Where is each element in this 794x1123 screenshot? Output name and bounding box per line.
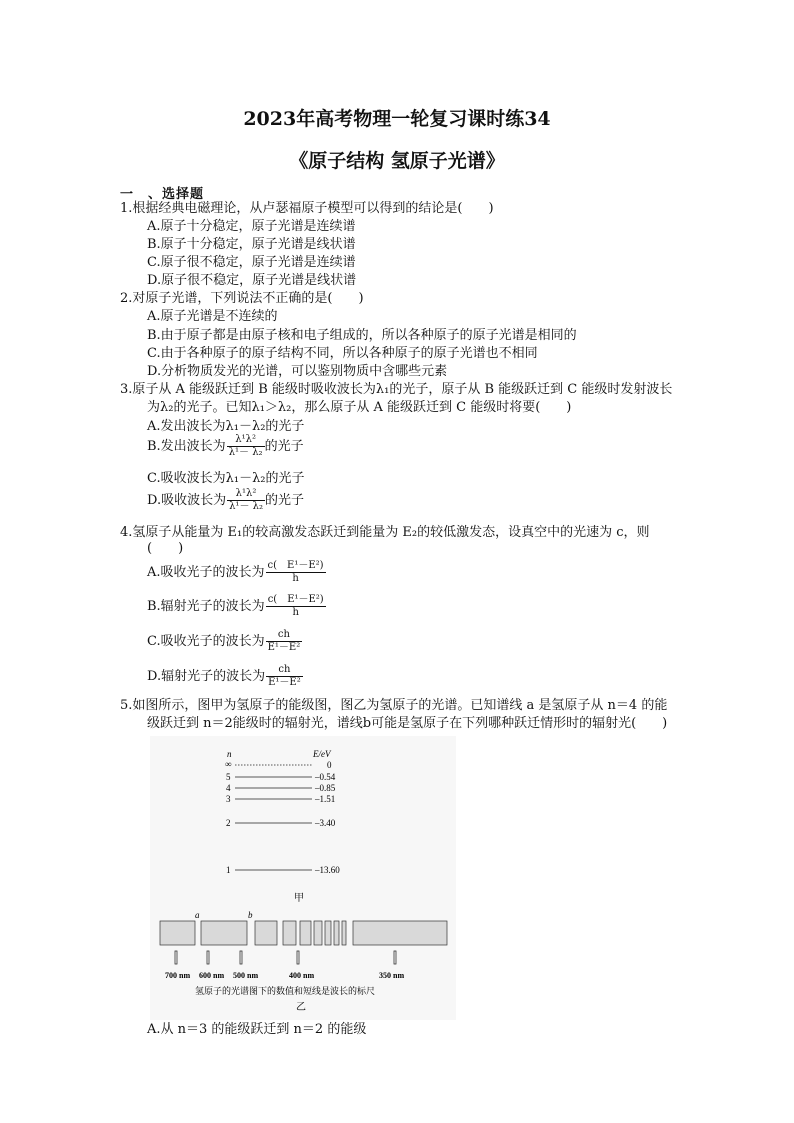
question-4-option-a-prefix: A.吸收光子的波长为: [147, 565, 265, 580]
fraction-denominator: E¹－E²: [267, 642, 301, 653]
spectrum-bands: [160, 921, 447, 945]
energy-axis-label: E/eV: [313, 749, 331, 759]
spectrum-band: [353, 921, 447, 945]
level-n-infinity: ∞: [225, 759, 232, 769]
hydrogen-figure: [150, 736, 456, 1020]
fraction-numerator: c( E¹－E²): [267, 560, 324, 571]
level-e-1: –13.60: [315, 865, 340, 875]
fraction-denominator: λ¹－ λ₂: [229, 501, 263, 512]
wavelength-label: 700 nm: [165, 971, 191, 980]
spectral-line-a-label: a: [195, 910, 200, 920]
spectrum-caption: 氢原子的光谱图下的数值和短线是波长的标尺: [195, 986, 376, 996]
question-2-option-a: A.原子光谱是不连续的: [147, 309, 278, 324]
fraction-denominator: E¹－E²: [268, 677, 301, 688]
fraction-denominator: λ¹－ λ₂: [228, 447, 263, 458]
fraction: [227, 434, 265, 459]
fraction: [266, 629, 303, 654]
level-e-5: –0.54: [315, 772, 336, 782]
figure-label-jia: 甲: [294, 893, 304, 904]
fraction: [266, 594, 326, 619]
n-axis-label: n: [227, 749, 232, 759]
question-4-option-b-prefix: B.辐射光子的波长为: [147, 599, 265, 614]
question-4-option-b: [147, 594, 326, 619]
question-1-option-d: D.原子很不稳定，原子光谱是线状谱: [147, 273, 357, 288]
question-5-stem-line-1: 5.如图所示，图甲为氢原子的能级图，图乙为氢原子的光谱。已知谱线 a 是氢原子从 n＝4 的能: [120, 698, 668, 713]
spectrum-band: [300, 921, 311, 945]
question-3-option-b: [147, 434, 304, 459]
question-1-option-b: B.原子十分稳定，原子光谱是线状谱: [147, 237, 356, 252]
question-5-option-a: A.从 n＝3 的能级跃迁到 n＝2 的能级: [147, 1022, 367, 1037]
wavelength-label: 400 nm: [289, 971, 315, 980]
fraction-numerator: ch: [266, 664, 303, 677]
question-3-option-d-prefix: D.吸收波长为: [147, 493, 227, 508]
question-2-option-d: D.分析物质发光的光谱，可以鉴别物质中含哪些元素: [147, 364, 448, 379]
level-n-1: 1: [226, 865, 231, 875]
question-4-option-c-prefix: C.吸收光子的波长为: [147, 634, 265, 649]
level-n-2: 2: [226, 818, 231, 828]
page-title: 2023年高考物理一轮复习课时练34: [243, 108, 551, 130]
wavelength-label: 500 nm: [233, 971, 259, 980]
tick-400nm: [297, 951, 299, 964]
fraction: [227, 488, 265, 513]
level-n-4: 4: [226, 783, 231, 793]
question-1-stem: 1.根据经典电磁理论，从卢瑟福原子模型可以得到的结论是( ): [120, 201, 494, 216]
question-3-option-c: C.吸收波长为λ₁－λ₂的光子: [147, 471, 305, 486]
fraction: [266, 560, 326, 585]
level-n-3: 3: [226, 794, 231, 804]
question-1-option-a: A.原子十分稳定，原子光谱是连续谱: [147, 219, 356, 234]
question-2-option-b: B.由于原子都是由原子核和电子组成的，所以各种原子的原子光谱是相同的: [147, 328, 577, 343]
spectrum-band: [255, 921, 277, 945]
question-3-stem-line-2: 为λ₂的光子。已知λ₁＞λ₂，那么原子从 A 能级跃迁到 C 能级时将要( ): [147, 400, 572, 415]
level-e-4: –0.85: [315, 783, 336, 793]
fraction-numerator: c( E¹－E²): [267, 594, 324, 605]
question-3-option-b-suffix: 的光子: [264, 439, 304, 454]
tick-500nm: [240, 951, 242, 964]
question-4-option-a: [147, 560, 326, 585]
spectral-line-b-label: b: [248, 910, 253, 920]
spectrum-band: [342, 921, 346, 945]
spectrum-band: [325, 921, 331, 945]
level-e-2: –3.40: [315, 818, 336, 828]
question-4-option-c: [147, 629, 302, 654]
question-3-stem-line-1: 3.原子从 A 能级跃迁到 B 能级时吸收波长为λ₁的光子，原子从 B 能级跃迁到 C 能级时发射波长: [120, 382, 673, 397]
tick-600nm: [207, 951, 209, 964]
question-3-option-a: A.发出波长为λ₁－λ₂的光子: [147, 419, 305, 434]
question-2-option-c: C.由于各种原子的原子结构不同，所以各种原子的原子光谱也不相同: [147, 346, 538, 361]
question-2-stem: 2.对原子光谱，下列说法不正确的是( ): [120, 291, 364, 306]
spectrum-band: [334, 921, 339, 945]
question-3-option-d: [147, 488, 304, 513]
question-5-stem-line-2: 级跃迁到 n＝2能级时的辐射光，谱线b可能是氢原子在下列哪种跃迁情形时的辐射光( ): [147, 716, 668, 731]
question-4-stem-line-1: 4.氢原子从能量为 E₁的较高激发态跃迁到能量为 E₂的较低激发态，设真空中的光速为 c，则: [120, 525, 650, 540]
spectrum-band: [201, 921, 247, 945]
tick-700nm: [175, 951, 177, 964]
section-heading: 一 、选择题: [120, 187, 205, 202]
level-e-3: –1.51: [315, 794, 336, 804]
wavelength-label: 350 nm: [379, 971, 405, 980]
wavelength-label: 600 nm: [199, 971, 225, 980]
fraction-numerator: λ¹λ²: [227, 434, 265, 447]
fraction-numerator: λ¹λ²: [227, 488, 265, 501]
fraction: [266, 664, 303, 689]
level-n-5: 5: [226, 772, 231, 782]
fraction-numerator: ch: [266, 629, 303, 642]
question-3-option-d-suffix: 的光子: [264, 493, 304, 508]
hydrogen-figure-svg: [150, 736, 456, 1020]
fraction-denominator: h: [292, 607, 299, 618]
question-3-option-b-prefix: B.发出波长为: [147, 439, 226, 454]
level-e-infinity: 0: [327, 760, 332, 770]
question-4-option-d-prefix: D.辐射光子的波长为: [147, 669, 266, 684]
question-4-option-d: [147, 664, 303, 689]
question-4-stem-line-2: ( ): [147, 541, 184, 556]
fraction-denominator: h: [292, 573, 299, 584]
wavelength-ticks: [175, 951, 396, 964]
tick-350nm: [394, 951, 396, 964]
figure-label-yi: 乙: [296, 1002, 306, 1013]
question-1-option-c: C.原子很不稳定，原子光谱是连续谱: [147, 255, 356, 270]
spectrum-band: [283, 921, 296, 945]
spectrum-band: [160, 921, 195, 945]
page-subtitle: 《原子结构 氢原子光谱》: [289, 150, 505, 172]
spectrum-band: [314, 921, 322, 945]
